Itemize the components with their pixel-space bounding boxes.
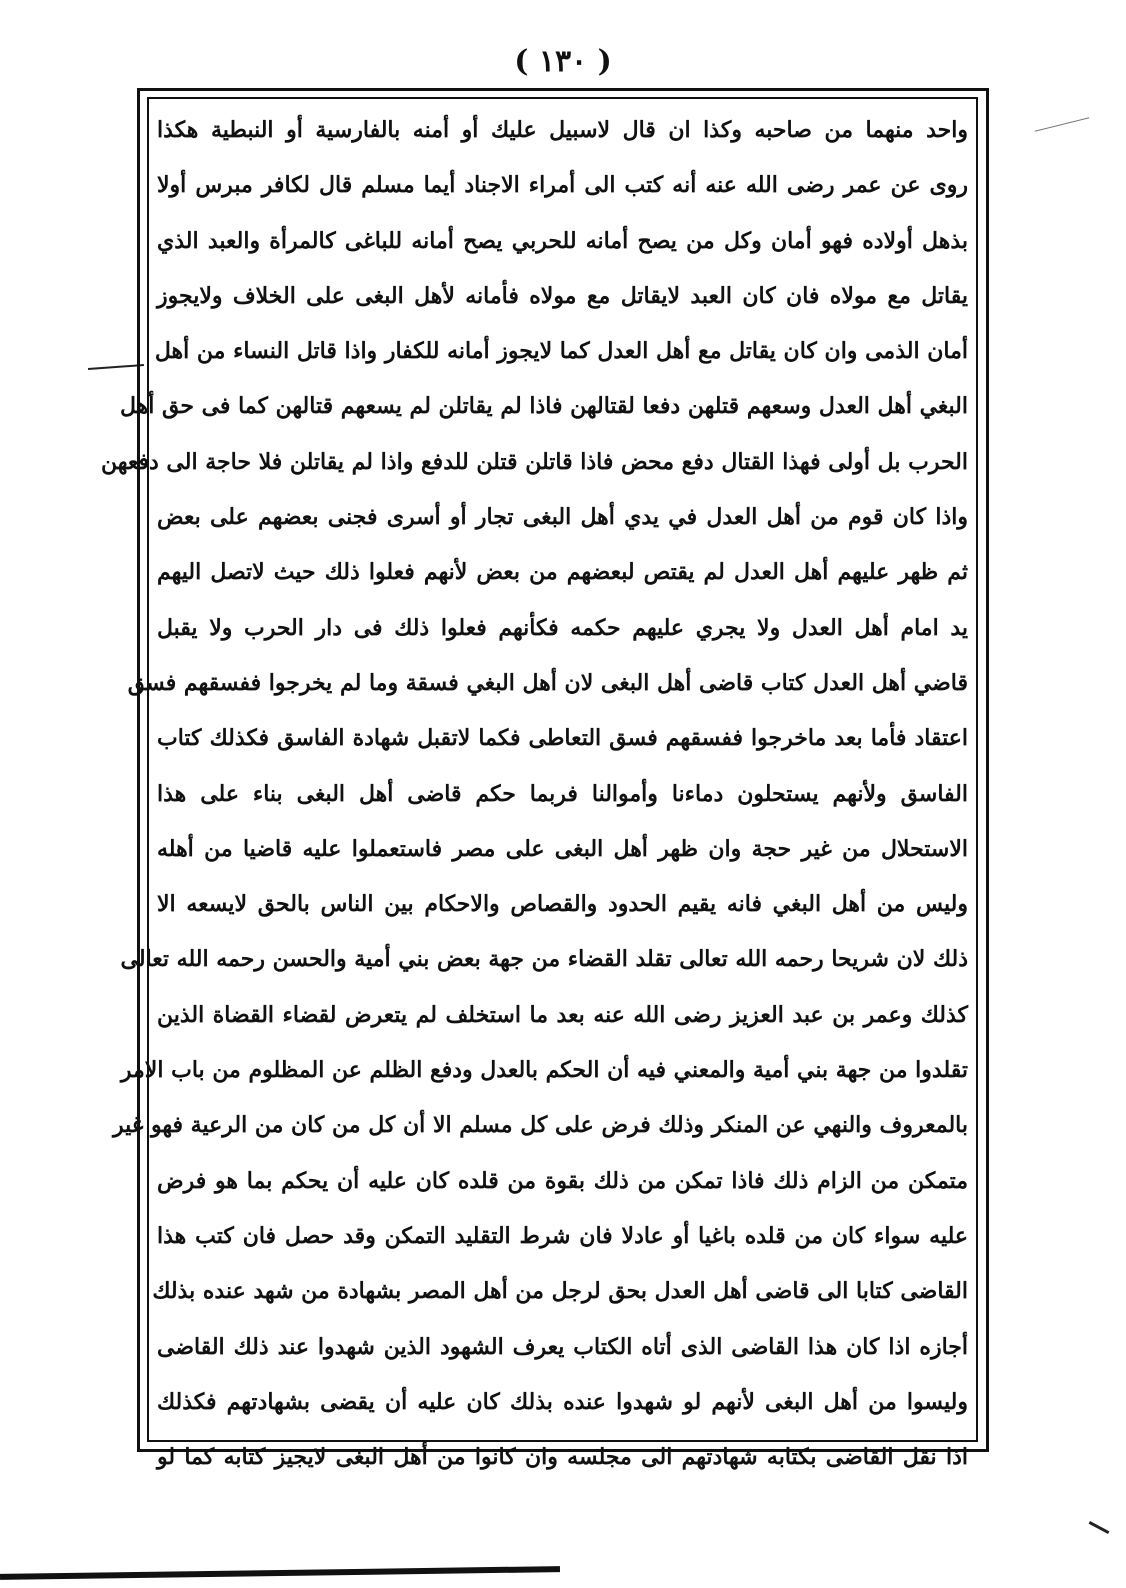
- text-line: وليسوا من أهل البغى لأنهم لو شهدوا عنده بذلك كان عليه أن يقضى بشهادتهم فكذلك: [157, 1388, 968, 1415]
- text-line: بذهل أولاده فهو أمان وكل من يصح أمانه للحربي يصح أمانه للباغى كالمرأة والعبد الذي: [157, 227, 968, 254]
- text-line: يقاتل مع مولاه فان كان العبد لايقاتل مع مولاه فأمانه لأهل البغى على الخلاف ولايجوز: [157, 282, 968, 309]
- text-line: ذلك لان شريحا رحمه الله تعالى تقلد القضاء من جهة بعض بني أمية والحسن رحمه الله تعالى: [120, 946, 968, 973]
- text-line: الحرب بل أولى فهذا القتال دفع محض فاذا قاتلن قتلن للدفع واذا لم يقاتلن فلا حاجة الى دفعهن: [100, 448, 968, 475]
- text-line: يد امام أهل العدل ولا يجري عليهم حكمه فكأنهم فعلوا ذلك فى دار الحرب ولا يقبل: [157, 614, 968, 641]
- text-line: اذا نقل القاضى بكتابه شهادتهم الى مجلسه وان كانوا من أهل البغى لايجيز كتابه كما لو: [157, 1444, 968, 1471]
- margin-pointer-mark: [88, 364, 144, 370]
- text-line: كذلك وعمر بن عبد العزيز رضى الله عنه بعد ما استخلف لم يتعرض لقضاء القضاة الذين: [157, 1001, 968, 1028]
- text-line: عليه سواء كان من قلده باغيا أو عادلا فان شرط التقليد التمكن وقد حصل فان كتب هذا: [157, 1222, 968, 1249]
- text-line: واحد منهما من صاحبه وكذا ان قال لاسبيل عليك أو أمنه بالفارسية أو النبطية هكذا: [157, 117, 968, 143]
- text-line: أجازه اذا كان هذا القاضى الذى أتاه الكتاب يعرف الشهود الذين شهدوا عند ذلك القاضى: [157, 1333, 968, 1360]
- text-line: ثم ظهر عليهم أهل العدل لم يقتص لبعضهم من بعض لأنهم فعلوا ذلك حيث لاتصل اليهم: [157, 559, 968, 586]
- main-text-block: [100, 103, 968, 1471]
- text-line: أمان الذمى وان كان يقاتل مع أهل العدل كما لايجوز أمانه للكفار واذا قاتل النساء من أهل: [154, 338, 968, 365]
- text-line: قاضي أهل العدل كتاب قاضى أهل البغى لان أهل البغي فسقة وما لم يخرجوا ففسقهم فسق: [127, 669, 968, 696]
- text-line: روى عن عمر رضى الله عنه أنه كتب الى أمراء الاجناد أيما مسلم قال لكافر مبرس أولا: [157, 172, 968, 199]
- corner-scan-mark: [1089, 1521, 1110, 1534]
- text-line: بالمعروف والنهي عن المنكر وذلك فرض على كل مسلم الا أن كل من كان من الرعية فهو غير: [113, 1112, 968, 1139]
- text-line: الفاسق ولأنهم يستحلون دماءنا وأموالنا فربما حكم قاضى أهل البغى بناء على هذا: [157, 780, 968, 807]
- text-line: البغي أهل العدل وسعهم قتلهن دفعا لقتالهن فاذا لم يقاتلن لم يسعهم قتالهن كما فى حق أهل: [119, 393, 968, 420]
- page-number: ( ١٣٠ ): [514, 44, 612, 79]
- text-line: تقلدوا من جهة بني أمية والمعني فيه أن الحكم بالعدل ودفع الظلم عن المظلوم من باب الامر: [120, 1057, 968, 1084]
- text-line: وليس من أهل البغي فانه يقيم الحدود والقصاص والاحكام بين الناس بالحق لايسعه الا: [157, 891, 968, 918]
- text-line: اعتقاد فأما بعد ماخرجوا ففسقهم فسق التعاطى فكما لاتقبل شهادة الفاسق فكذلك كتاب: [157, 725, 968, 752]
- stray-pen-mark: [1035, 117, 1090, 132]
- text-line: الاستحلال من غير حجة وان ظهر أهل البغى على مصر فاستعملوا عليه قاضيا من أهله: [157, 835, 968, 862]
- text-line: القاضى كتابا الى قاضى أهل العدل بحق لرجل من أهل المصر بشهادة من شهد عنده بذلك: [152, 1278, 968, 1305]
- text-line: واذا كان قوم من أهل العدل في يدي أهل البغى تجار أو أسرى فجنى بعضهم على بعض: [157, 504, 968, 531]
- scan-edge-shadow: [0, 1566, 560, 1580]
- text-line: متمكن من الزام ذلك فاذا تمكن من ذلك بقوة من قلده كان عليه أن يحكم بما هو فرض: [157, 1167, 968, 1194]
